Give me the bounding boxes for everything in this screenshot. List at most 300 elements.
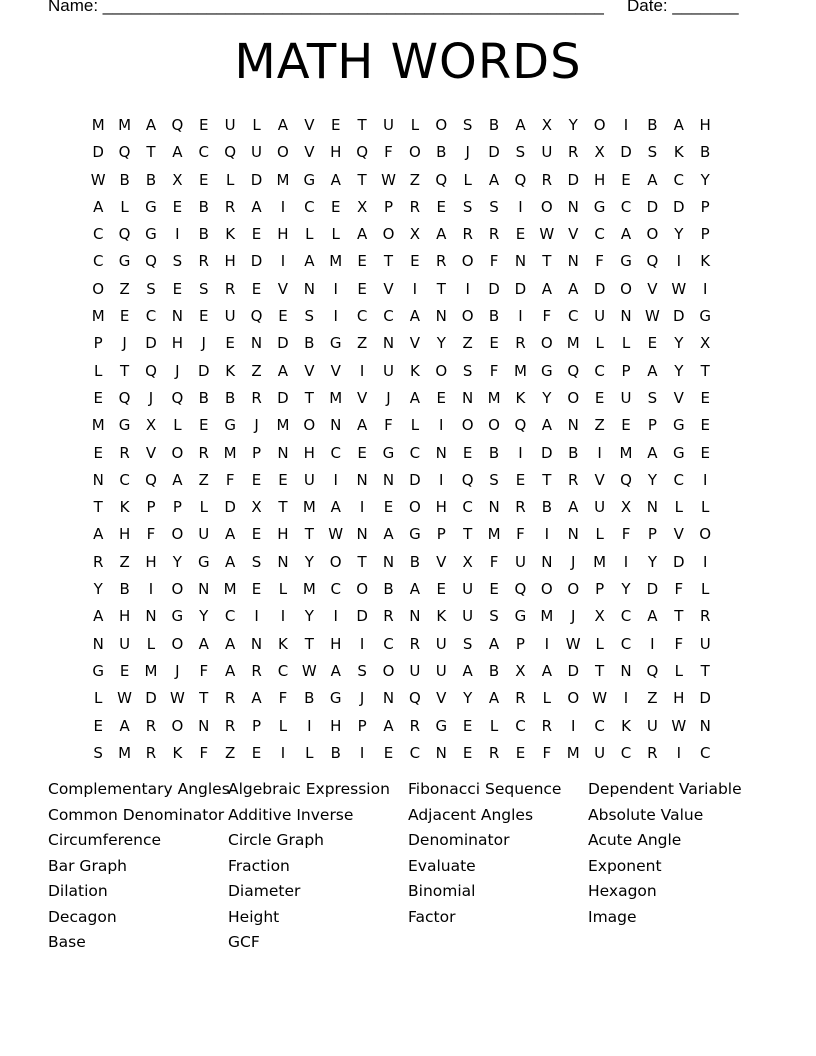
word-list-column xyxy=(588,777,768,956)
word-list-item: Denominator xyxy=(408,831,510,849)
grid-letter: R xyxy=(198,443,209,462)
grid-letter: U xyxy=(435,634,447,653)
grid-letter: D xyxy=(145,689,157,708)
grid-letter: B xyxy=(488,443,500,462)
grid-letter: C xyxy=(620,607,632,626)
grid-letter: W xyxy=(381,170,396,189)
grid-letter: G xyxy=(514,607,527,626)
grid-letter: F xyxy=(674,634,684,653)
grid-letter: A xyxy=(198,634,209,653)
grid-letter: E xyxy=(119,661,130,680)
grid-letter: J xyxy=(148,388,154,407)
grid-letter: T xyxy=(304,525,314,544)
grid-letter: V xyxy=(304,361,315,380)
word-list-item: Decagon xyxy=(48,907,117,926)
grid-letter: B xyxy=(700,143,711,162)
word-list-item: Common Denominator xyxy=(48,805,225,824)
grid-letter: U xyxy=(224,307,236,326)
grid-letter: O xyxy=(461,307,474,326)
grid-letter: T xyxy=(463,525,473,544)
grid-letter: B xyxy=(488,116,500,134)
grid-letter: N xyxy=(382,689,395,708)
grid-letter: C xyxy=(356,307,368,326)
grid-letter: C xyxy=(383,634,394,653)
grid-letter: X xyxy=(541,116,552,134)
grid-letter: T xyxy=(357,170,367,189)
grid-letter: L xyxy=(94,361,103,380)
grid-letter: J xyxy=(175,661,180,680)
grid-letter: D xyxy=(514,279,527,298)
grid-letter: F xyxy=(384,143,393,162)
grid-letter: V xyxy=(673,388,684,407)
grid-letter: K xyxy=(700,252,711,271)
grid-letter: A xyxy=(225,634,236,653)
grid-letter: C xyxy=(567,307,579,326)
grid-letter: B xyxy=(488,661,500,680)
grid-letter: I xyxy=(465,279,470,298)
grid-letter: V xyxy=(277,279,289,298)
grid-letter: N xyxy=(435,443,447,462)
grid-letter: B xyxy=(225,388,236,407)
grid-letter: B xyxy=(409,552,421,571)
grid-letter: V xyxy=(145,443,157,462)
grid-letter: Q xyxy=(145,252,157,271)
grid-letter: O xyxy=(382,225,395,244)
grid-letter: A xyxy=(93,197,104,216)
grid-letter: Q xyxy=(435,170,448,189)
grid-letter: E xyxy=(251,470,262,489)
grid-letter: N xyxy=(567,525,579,544)
grid-letter: A xyxy=(647,443,658,462)
word-list-item: Bar Graph xyxy=(48,856,127,875)
grid-letter: Q xyxy=(567,361,580,380)
grid-letter: D xyxy=(699,689,711,708)
grid-letter: R xyxy=(541,170,553,189)
grid-letter: N xyxy=(567,416,579,435)
grid-letter: O xyxy=(277,143,289,162)
grid-letter: E xyxy=(199,307,209,326)
grid-letter: G xyxy=(672,416,685,435)
grid-letter: M xyxy=(144,661,158,680)
grid-letter: O xyxy=(171,525,184,544)
grid-letter: D xyxy=(567,170,579,189)
grid-letter: A xyxy=(277,361,289,380)
grid-letter: N xyxy=(462,388,474,407)
grid-letter: F xyxy=(199,743,209,762)
grid-letter: R xyxy=(409,634,421,653)
grid-letter: F xyxy=(516,525,525,544)
grid-letter: O xyxy=(382,661,395,680)
grid-letter: U xyxy=(646,716,658,735)
grid-letter: N xyxy=(145,607,157,626)
word-list-item: Circle Graph xyxy=(228,831,324,849)
grid-letter: G xyxy=(118,416,131,435)
grid-letter: E xyxy=(357,252,367,271)
word-search-grid xyxy=(85,112,718,767)
grid-letter: E xyxy=(251,580,262,599)
grid-letter: G xyxy=(409,525,421,544)
grid-letter: A xyxy=(488,689,500,708)
grid-letter: E xyxy=(410,252,420,271)
grid-letter: L xyxy=(701,498,710,517)
grid-letter: U xyxy=(699,634,711,653)
grid-letter: I xyxy=(280,743,286,762)
grid-letter: Q xyxy=(461,470,474,489)
grid-letter: A xyxy=(172,470,183,489)
grid-letter: R xyxy=(409,197,421,216)
grid-letter: A xyxy=(541,416,552,435)
grid-letter: F xyxy=(595,252,604,271)
grid-letter: A xyxy=(647,361,658,380)
grid-letter: L xyxy=(305,225,314,244)
grid-letter: V xyxy=(594,470,605,489)
grid-letter: M xyxy=(302,498,316,517)
grid-letter: E xyxy=(93,716,103,735)
grid-letter: B xyxy=(198,197,209,216)
grid-letter: N xyxy=(171,307,183,326)
grid-letter: C xyxy=(224,607,236,626)
grid-letter: W xyxy=(328,525,344,544)
grid-letter: H xyxy=(330,143,342,162)
grid-letter: S xyxy=(647,143,658,162)
grid-letter: Z xyxy=(594,416,605,435)
grid-letter: R xyxy=(145,743,157,762)
grid-letter: N xyxy=(620,661,632,680)
grid-letter: C xyxy=(515,716,526,735)
grid-letter: Z xyxy=(225,743,236,762)
grid-letter: F xyxy=(489,552,499,571)
grid-letter: V xyxy=(330,361,341,380)
grid-letter: O xyxy=(540,580,553,599)
grid-letter: D xyxy=(673,552,685,571)
grid-letter: N xyxy=(409,607,421,626)
grid-letter: I xyxy=(544,634,550,653)
grid-letter: Y xyxy=(647,470,657,489)
grid-letter: D xyxy=(488,279,500,298)
grid-letter: G xyxy=(118,252,131,271)
grid-letter: P xyxy=(700,197,710,216)
grid-letter: H xyxy=(593,170,606,189)
grid-letter: Z xyxy=(198,470,209,489)
grid-letter: A xyxy=(462,661,473,680)
grid-letter: U xyxy=(409,661,421,680)
grid-letter: X xyxy=(594,607,605,626)
grid-letter: Y xyxy=(463,689,473,708)
grid-letter: I xyxy=(676,743,681,762)
grid-letter: C xyxy=(409,443,421,462)
grid-letter: K xyxy=(515,388,526,407)
grid-letter: D xyxy=(593,279,606,298)
grid-letter: Q xyxy=(620,470,632,489)
grid-letter: D xyxy=(646,580,659,599)
grid-letter: E xyxy=(225,334,235,353)
grid-letter: F xyxy=(278,689,288,708)
grid-letter: E xyxy=(489,580,499,599)
grid-letter: P xyxy=(621,361,631,380)
grid-letter: T xyxy=(383,252,394,271)
grid-letter: M xyxy=(619,443,633,462)
grid-letter: H xyxy=(303,443,315,462)
grid-letter: E xyxy=(621,416,631,435)
grid-letter: R xyxy=(515,498,526,517)
grid-letter: W xyxy=(117,689,132,708)
grid-letter: E xyxy=(357,443,367,462)
grid-letter: P xyxy=(252,716,262,735)
grid-letter: D xyxy=(197,361,210,380)
grid-letter: Y xyxy=(647,552,657,571)
grid-letter: O xyxy=(329,552,342,571)
grid-letter: A xyxy=(93,607,104,626)
grid-letter: H xyxy=(699,116,711,134)
grid-letter: A xyxy=(515,116,526,134)
grid-letter: Q xyxy=(514,170,527,189)
grid-letter: N xyxy=(356,525,368,544)
grid-letter: H xyxy=(435,498,447,517)
grid-letter: O xyxy=(461,252,474,271)
grid-letter: A xyxy=(436,225,447,244)
grid-letter: R xyxy=(224,197,236,216)
grid-letter: P xyxy=(172,498,182,517)
word-list-item: Algebraic Expression xyxy=(228,780,390,798)
grid-letter: D xyxy=(145,334,157,353)
grid-letter: E xyxy=(462,443,473,462)
grid-letter: D xyxy=(250,252,263,271)
grid-letter: N xyxy=(92,634,104,653)
grid-letter: I xyxy=(359,361,365,380)
grid-letter: K xyxy=(409,361,420,380)
grid-letter: L xyxy=(94,689,103,708)
grid-letter: N xyxy=(514,252,527,271)
grid-letter: H xyxy=(330,634,342,653)
grid-letter: B xyxy=(647,116,658,134)
grid-letter: B xyxy=(198,225,209,244)
grid-letter: U xyxy=(462,607,474,626)
grid-letter: D xyxy=(224,498,236,517)
grid-letter: J xyxy=(571,607,576,626)
grid-letter: M xyxy=(276,416,290,435)
grid-letter: C xyxy=(594,716,605,735)
grid-letter: E xyxy=(383,743,394,762)
grid-letter: L xyxy=(278,580,288,599)
grid-letter: S xyxy=(489,470,499,489)
grid-letter: B xyxy=(541,498,552,517)
grid-letter: Y xyxy=(93,580,103,599)
grid-letter: U xyxy=(514,552,526,571)
grid-letter: S xyxy=(647,388,658,407)
grid-letter: R xyxy=(145,716,157,735)
grid-letter: O xyxy=(435,361,448,380)
grid-letter: M xyxy=(540,607,554,626)
grid-letter: U xyxy=(541,143,553,162)
grid-letter: B xyxy=(119,580,130,599)
grid-letter: E xyxy=(119,307,130,326)
grid-letter: D xyxy=(620,143,632,162)
grid-letter: C xyxy=(330,443,341,462)
word-list-item: GCF xyxy=(228,933,260,951)
grid-letter: C xyxy=(409,743,421,762)
grid-letter: N xyxy=(620,307,632,326)
grid-letter: A xyxy=(330,498,341,517)
grid-letter: N xyxy=(198,716,210,735)
grid-letter: P xyxy=(357,716,367,735)
word-list-item: Exponent xyxy=(588,856,662,875)
grid-letter: H xyxy=(330,716,342,735)
grid-letter: L xyxy=(595,525,604,544)
grid-letter: Z xyxy=(119,552,130,571)
grid-letter: M xyxy=(329,388,343,407)
grid-letter: T xyxy=(278,498,288,517)
grid-letter: C xyxy=(145,307,157,326)
grid-letter: A xyxy=(330,661,341,680)
grid-letter: F xyxy=(674,580,684,599)
grid-letter: I xyxy=(333,470,338,489)
word-list-item: Fibonacci Sequence xyxy=(408,780,562,798)
grid-letter: M xyxy=(223,580,237,599)
grid-letter: G xyxy=(329,334,342,353)
grid-letter: P xyxy=(515,634,525,653)
grid-letter: X xyxy=(515,661,526,680)
grid-letter: A xyxy=(488,170,500,189)
grid-letter: G xyxy=(145,197,157,216)
grid-letter: G xyxy=(224,416,236,435)
grid-letter: F xyxy=(225,470,235,489)
word-list-item: Hexagon xyxy=(588,882,657,900)
grid-letter: D xyxy=(277,388,289,407)
grid-letter: L xyxy=(278,716,288,735)
grid-letter: L xyxy=(542,689,552,708)
grid-letter: T xyxy=(357,116,367,134)
grid-letter: Q xyxy=(171,116,184,134)
grid-letter: H xyxy=(118,525,131,544)
grid-letter: G xyxy=(672,443,685,462)
grid-letter: A xyxy=(304,252,315,271)
grid-letter: Y xyxy=(568,116,578,134)
grid-letter: Q xyxy=(646,252,659,271)
grid-letter: M xyxy=(91,416,105,435)
grid-letter: W xyxy=(301,661,317,680)
grid-letter: S xyxy=(198,279,209,298)
grid-letter: B xyxy=(330,743,341,762)
grid-letter: H xyxy=(277,225,289,244)
grid-letter: O xyxy=(646,225,659,244)
grid-letter: R xyxy=(515,689,526,708)
word-list-item: Acute Angle xyxy=(588,831,682,849)
grid-letter: I xyxy=(280,252,286,271)
word-list-item: Factor xyxy=(408,907,456,926)
grid-letter: T xyxy=(120,361,130,380)
grid-letter: A xyxy=(568,498,579,517)
grid-letter: I xyxy=(702,552,708,571)
grid-letter: N xyxy=(435,743,447,762)
grid-letter: W xyxy=(671,279,687,298)
grid-letter: D xyxy=(277,334,289,353)
grid-letter: H xyxy=(224,252,236,271)
date-field-line: Date: _______ xyxy=(627,0,739,15)
word-list-item: Additive Inverse xyxy=(228,805,354,824)
grid-letter: G xyxy=(303,170,316,189)
grid-letter: Q xyxy=(250,307,263,326)
grid-letter: I xyxy=(702,279,708,298)
grid-letter: K xyxy=(673,143,684,162)
grid-letter: R xyxy=(224,716,236,735)
grid-letter: T xyxy=(674,607,684,626)
grid-letter: R xyxy=(92,552,104,571)
grid-letter: S xyxy=(489,607,499,626)
grid-letter: Q xyxy=(118,225,131,244)
grid-letter: N xyxy=(250,634,263,653)
grid-letter: L xyxy=(701,580,710,599)
grid-letter: I xyxy=(623,552,629,571)
grid-letter: O xyxy=(593,116,606,134)
grid-letter: W xyxy=(90,170,106,189)
grid-letter: D xyxy=(567,661,579,680)
grid-letter: E xyxy=(647,334,658,353)
grid-letter: R xyxy=(224,279,236,298)
grid-letter: A xyxy=(409,388,421,407)
grid-letter: I xyxy=(359,743,365,762)
grid-letter: E xyxy=(462,716,473,735)
grid-letter: R xyxy=(251,661,262,680)
grid-letter: T xyxy=(199,689,209,708)
grid-letter: T xyxy=(595,661,605,680)
word-list-item: Absolute Value xyxy=(588,805,704,824)
grid-letter: V xyxy=(304,116,315,134)
grid-letter: P xyxy=(647,525,657,544)
grid-letter: O xyxy=(171,580,184,599)
grid-letter: K xyxy=(278,634,288,653)
grid-letter: T xyxy=(542,470,552,489)
grid-letter: R xyxy=(224,689,236,708)
grid-letter: E xyxy=(515,743,526,762)
grid-letter: M xyxy=(302,580,316,599)
grid-letter: O xyxy=(171,716,184,735)
grid-letter: S xyxy=(462,116,473,134)
grid-letter: W xyxy=(565,634,581,653)
grid-letter: L xyxy=(674,498,683,517)
grid-letter: L xyxy=(252,116,261,134)
grid-letter: A xyxy=(356,416,368,435)
grid-letter: B xyxy=(436,143,447,162)
grid-letter: W xyxy=(592,689,608,708)
grid-letter: A xyxy=(330,170,341,189)
grid-letter: V xyxy=(436,689,447,708)
grid-letter: D xyxy=(92,143,104,162)
grid-letter: Y xyxy=(621,580,631,599)
grid-letter: J xyxy=(465,143,470,162)
word-list-item: Base xyxy=(48,933,86,951)
grid-letter: I xyxy=(439,416,444,435)
grid-letter: O xyxy=(408,143,421,162)
grid-letter: T xyxy=(304,388,314,407)
grid-letter: M xyxy=(566,334,580,353)
grid-letter: P xyxy=(700,225,710,244)
grid-letter: F xyxy=(146,525,156,544)
grid-letter: G xyxy=(145,225,157,244)
grid-letter: D xyxy=(673,197,685,216)
grid-letter: I xyxy=(544,525,550,544)
grid-letter: L xyxy=(410,116,420,134)
grid-letter: I xyxy=(597,443,602,462)
grid-letter: Y xyxy=(674,361,684,380)
grid-letter: J xyxy=(122,334,127,353)
grid-letter: G xyxy=(620,252,632,271)
grid-letter: A xyxy=(172,143,183,162)
word-list-item: Image xyxy=(588,907,637,926)
grid-letter: J xyxy=(386,388,391,407)
grid-letter: E xyxy=(700,443,710,462)
grid-letter: W xyxy=(539,225,555,244)
grid-letter: B xyxy=(145,170,157,189)
